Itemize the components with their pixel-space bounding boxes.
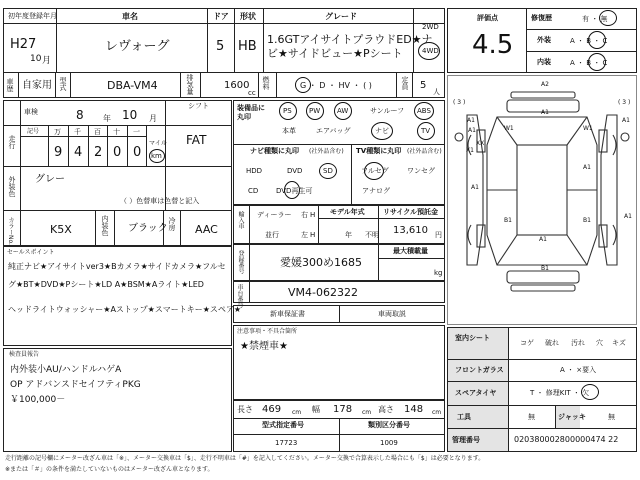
seat-item-1: 破れ [545,339,559,347]
inspector-label: 検査員報告 [9,351,40,358]
tv-fullseg: フルセグ [361,167,389,175]
doors-value: 5 [216,39,225,54]
fuel-options: G ・ D ・ HV ・ ( ) [300,81,372,90]
color-no-label: カラーNo. [7,217,14,245]
cc-unit: cc [248,89,256,97]
inspection-year: 8 [76,108,84,122]
class-value: 1009 [380,439,398,447]
recycle-yen: 円 [435,231,442,239]
repair-none-circle [599,10,617,26]
displacement-value: 1600 [224,80,250,91]
navi-sd: SD [323,167,333,175]
sales-point-line2: グ★BT★DVD★Pシート★LD A★BSM★Aライト★LED [8,280,204,289]
diag-label-a1-left: A1 [467,117,475,124]
notes-box [233,325,445,400]
eq-navi: ナビ [375,127,389,135]
navi-dvd: DVD [287,167,303,175]
mileage-d1: 4 [74,145,83,160]
repair-label: 修復歴 [531,14,552,22]
load-kg: kg [434,269,443,277]
sales-point-line3: ヘッドライトウォッシャー★Aストップ★スマートキー★スペア★ [8,305,242,314]
model-label: 車名 [122,12,138,21]
import-handle-2: H [310,231,316,239]
exterior-grade-label: 外装 [537,36,551,44]
height-unit: cm [432,409,442,416]
diag-label-x1: X1 [466,147,474,154]
height-value: 148 [404,404,424,415]
inspector-line2: OP アドバンスドセイフティPKG [10,380,141,390]
plate-value: 愛媛300め1685 [280,256,362,269]
exterior-value: グレー [35,174,65,185]
model-year-unit: 年 [345,231,352,239]
color-no-value: K5X [50,223,72,236]
inspector-line3: ￥100,000－ [10,395,66,405]
diag-label-a1-right: A1 [622,117,630,124]
diag-label-a1-rr: A1 [624,213,632,220]
use-value: 自家用 [22,80,52,91]
equipment-label: 装備品に丸印 [237,104,265,121]
mgmt-label: 管理番号 [452,436,480,444]
ac-label: 冷房 [168,217,176,231]
mileage-d4: 0 [133,145,142,160]
eq-ps: PS [283,107,292,115]
seat-item-0: コゲ [520,339,534,347]
spare-label: スペアタイヤ [455,389,497,397]
use-label: 車歴 [6,78,14,92]
spare-kit-circle [581,384,599,400]
diag-bracket-right: ( 3 ) [618,99,631,106]
tools-value: 無 [528,413,535,421]
sales-point-label: セールスポイント [7,249,55,256]
warranty-record-label: 車両取説 [378,310,406,318]
inspection-month-unit: 月 [149,114,157,123]
footer-line1: 走行距離の記号欄にメーター改ざん車は「※」、メーター交換車は「$」、走行不明車は「#」を記入してください。メーター交換で合算表示した場合にも「$」は必要となります。 [5,455,485,462]
import-parallel: 並行 [265,231,279,239]
tools-label: 工具 [457,413,471,421]
diag-label-b1-left: B1 [504,217,512,224]
score-value: 4.5 [472,30,514,60]
import-left: 左 [301,231,308,239]
navi-dvdplay: DVD再生可 [276,187,313,195]
interior-grade-label: 内装 [537,58,551,66]
mileage-d2: 2 [94,145,103,160]
shape-label: 形状 [240,12,256,21]
first-reg-month-unit: 月 [42,56,52,66]
chassis-label: 車台番号 [236,284,243,308]
inspector-line1: 内外装小AU/ハンドルハゲA [10,365,122,375]
mileage-label: 走行 [8,135,16,149]
shape-value: HB [238,39,257,54]
exterior-grade-circle [588,31,606,49]
inspection-year-unit: 年 [103,114,111,123]
footer-line2: ※または「＃」の条件を満たしていないものはメーター改ざん車となります。 [5,466,214,473]
sales-point-line1: 純正ナビ★アイサイトver3★Bカメラ★サイドカメラ★フルセ [8,262,226,271]
import-handle: H [310,211,316,219]
navi-label-note: (社外品含む) [309,148,344,155]
length-value: 469 [262,404,282,415]
mileage-h0: 万 [54,128,61,136]
mileage-d0: 9 [54,145,63,160]
exterior-grade-options: A ・ B ・ C [570,37,608,45]
model-year-unknown: 不明 [365,231,379,239]
jack-label: ジャッキ [558,413,586,421]
mileage-unit-mile: マイル [149,140,167,147]
diag-label-a1-fr: A1 [468,127,476,134]
mileage-h3: 十 [113,128,120,136]
interior-grade-options: A ・ B ・ C [570,59,608,67]
import-right: 右 [301,211,308,219]
diag-label-w1-left: W1 [504,125,514,132]
width-label: 幅 [312,405,320,414]
capacity-value: 5 [420,80,427,91]
exterior-note: （ ）色替車は色替と記入 [120,197,200,205]
glass-items: A ・ ×要入 [560,366,597,374]
plate-label: 登録番号 [237,250,244,274]
glass-label: フロントガラス [455,366,504,374]
inspection-month: 10 [122,108,138,122]
model-cert-value: 17723 [275,439,298,447]
diag-label-xx: XX [476,140,485,147]
model-year-label: モデル年式 [330,208,365,216]
chassis-value: VM4-062322 [288,286,358,299]
class-label: 類別区分番号 [368,421,410,429]
type-value: DBA-VM4 [107,79,158,92]
eq-aw: AW [337,107,349,115]
eq-tv: TV [421,127,431,135]
navi-cd: CD [248,187,259,195]
tv-label: TV種類に丸印 [356,147,402,155]
diag-label-a1-top: A1 [541,109,549,116]
fuel-label: 燃料 [262,76,270,90]
first-reg-era: H27 [10,37,37,52]
recycle-label: リサイクル預託金 [383,208,439,216]
capacity-unit: 人 [433,88,440,96]
drive-2wd: 2WD [422,23,439,31]
mileage-h4: 一 [133,128,140,136]
doors-label: ドア [213,12,229,21]
grade-line2: ビ★サイドビュー★Pシート [267,47,403,60]
notes-value: ★禁煙車★ [240,341,288,352]
seat-label: 室内シート [455,334,490,342]
first-reg-label: 初年度登録年月 [8,12,57,20]
mileage-h2: 百 [94,128,101,136]
interior-value: ブラック [128,223,168,234]
shift-value: FAT [186,133,207,147]
first-reg-month: 10 [30,54,42,64]
displacement-label: 排気量 [186,74,194,95]
drive-4wd: 4WD [422,47,439,55]
ac-value: AAC [195,223,218,236]
diag-label-a1-mid: A1 [583,164,591,171]
eq-sunroof: サンルーフ [370,107,405,115]
mileage-unit-km: km [151,152,162,160]
inspection-label: 車検 [24,108,38,116]
height-label: 高さ [378,405,394,414]
eq-airbag: エアバッグ [316,127,351,135]
interior-label: 内装色 [101,215,109,236]
mgmt-value: 020380002800000474 22 [514,435,619,444]
model-cert-label: 型式指定番号 [262,421,304,429]
length-label: 長さ [237,405,253,414]
seat-item-4: キズ [612,339,626,347]
width-unit: cm [362,409,372,416]
tv-oneseg: ワンセグ [407,167,435,175]
spare-items: T ・ 修理KIT ・ 欠 [530,389,590,397]
diag-label-a1-rl: A1 [471,184,479,191]
mileage-h1: 千 [74,128,81,136]
jack-value: 無 [608,413,615,421]
tv-analog: アナログ [362,187,390,195]
model-value: レヴォーグ [105,39,170,54]
diag-label-b1-right: B1 [583,217,591,224]
notes-label: 注意事項・不具合箇所 [237,328,298,335]
type-label: 型式 [59,77,67,91]
warranty-label: 新車保証書 [270,310,305,318]
exterior-label: 外装色 [8,176,16,197]
grade-label: グレード [325,12,357,21]
sales-point-box [3,246,232,346]
capacity-label: 定員 [401,76,409,90]
recycle-value: 13,610 [393,225,428,236]
seat-item-3: 穴 [596,339,603,347]
interior-grade-circle [588,53,606,71]
repair-options: 有 ・ 無 [582,15,608,23]
diag-label-w1-right: W1 [583,125,593,132]
import-dealer: ディーラー [257,211,292,219]
import-label: 輸入車 [237,211,244,229]
eq-leather: 本革 [282,127,296,135]
length-unit: cm [292,409,302,416]
width-value: 178 [333,404,353,415]
grade-line1: 1.6GTアイサイトプラウドED★ナ [267,33,433,46]
mileage-d3: 0 [113,145,122,160]
diag-bracket-left: ( 3 ) [453,99,466,106]
diag-label-b1-bottom: B1 [541,265,549,272]
tv-label-note: (社外品含む) [407,148,442,155]
mileage-symbol-label: 記号 [27,128,40,135]
diag-label-a1-rear: A1 [539,236,547,243]
load-label: 最大積載量 [393,247,428,255]
eq-abs: ABS [417,107,431,115]
navi-hdd: HDD [246,167,263,175]
navi-label: ナビ種類に丸印 [250,147,299,155]
score-label: 評価点 [477,14,498,22]
shift-label: シフト [188,102,209,110]
seat-item-2: 汚れ [571,339,585,347]
eq-pw: PW [309,107,321,115]
diag-label-a2: A2 [541,81,549,88]
